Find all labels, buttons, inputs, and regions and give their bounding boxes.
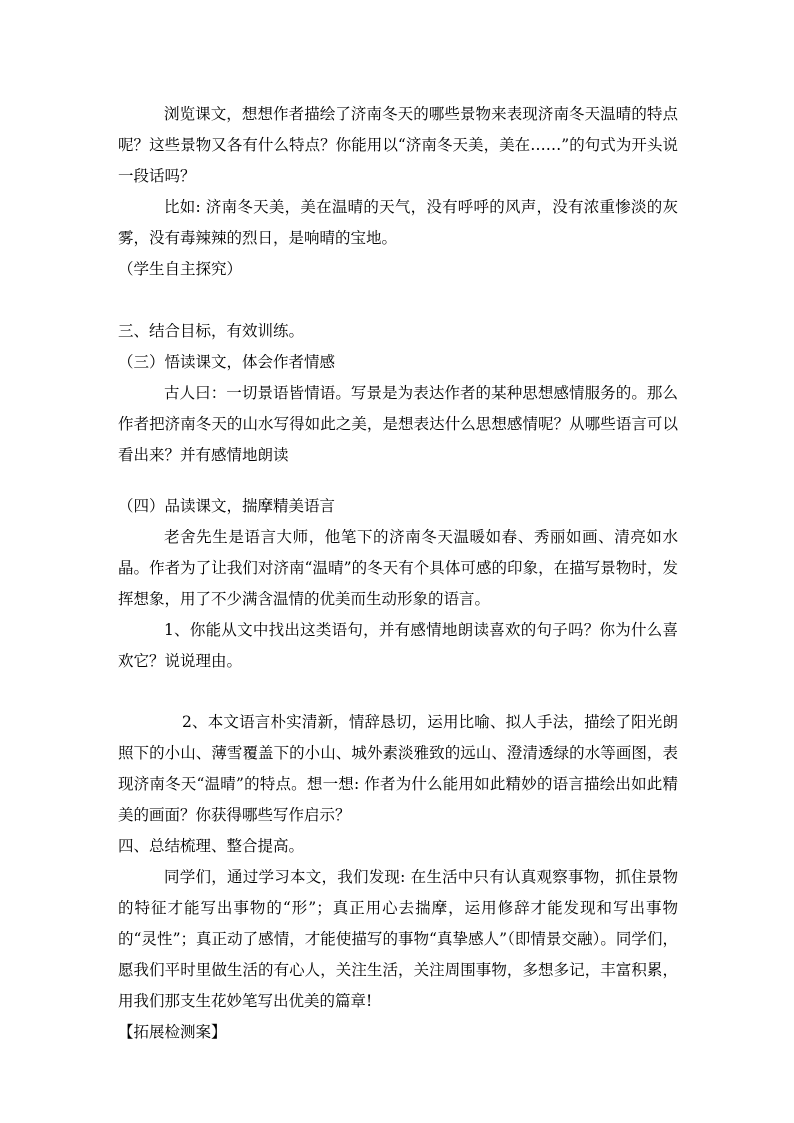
paragraph-summary: 同学们，通过学习本文，我们发现: 在生活中只有认真观察事物，抓住景物的特征才能写出事物的“形”；真正用心去揣摩，运用修辞才能发现和写出事物的“灵性”；真正动了感情，才能使描写的事物“真挚感人”（即情景交融）。同学们，愿我们平时里做生活的有心人，关注生活，关注周围事物，多想多记，丰富积累，用我们那支生花妙笔写出优美的篇章! [118,868,678,1010]
paragraph-self-study: （学生自主探究） [118,260,243,278]
paragraph-browse-text: 浏览课文，想想作者描绘了济南冬天的哪些景物来表现济南冬天温晴的特点呢？这些景物又各有什么特点？你能用以“济南冬天美，美在……”的句式为开头说一段话吗？ [118,105,678,185]
subheading-4: （四）品读课文，揣摩精美语言 [118,497,336,515]
paragraph-example: 比如: 济南冬天美，美在温晴的天气，没有呼呼的风声，没有浓重惨淡的灰雾，没有毒辣辣的烈日，是响晴的宝地。 [118,198,678,247]
paragraph-laoshe: 老舍先生是语言大师，他笔下的济南冬天温暖如春、秀丽如画、清亮如水晶。作者为了让我们对济南“温晴”的冬天有个具体可感的印象，在描写景物时，发挥想象，用了不少满含温情的优美而生动形象的语言。 [118,528,678,608]
section-heading-4: 四、总结梳理、整合提高。 [118,837,305,855]
paragraph-question-2: 2、本文语言朴实清新，情辞恳切，运用比喻、拟人手法，描绘了阳光朗照下的小山、薄雪覆盖下的小山、城外素淡雅致的远山、澄清透绿的水等画图，表现济南冬天“温晴”的特点。想一想: 作者为什么能用如此精妙的语言描绘出如此精美的画面？你获得哪些写作启示？ [118,713,678,824]
paragraph-ancients: 古人曰：一切景语皆情语。写景是为表达作者的某种思想感情服务的。那么作者把济南冬天的山水写得如此之美，是想表达什么思想感情呢？从哪些语言可以看出来？并有感情地朗读 [118,384,678,464]
section-heading-3: 三、结合目标，有效训练。 [118,322,305,340]
subheading-3: （三）悟读课文，体会作者情感 [118,353,336,371]
paragraph-question-1: 1、你能从文中找出这类语句，并有感情地朗读喜欢的句子吗？你为什么喜欢它？说说理由。 [118,621,678,670]
extension-heading: 【拓展检测案】 [118,1023,227,1041]
